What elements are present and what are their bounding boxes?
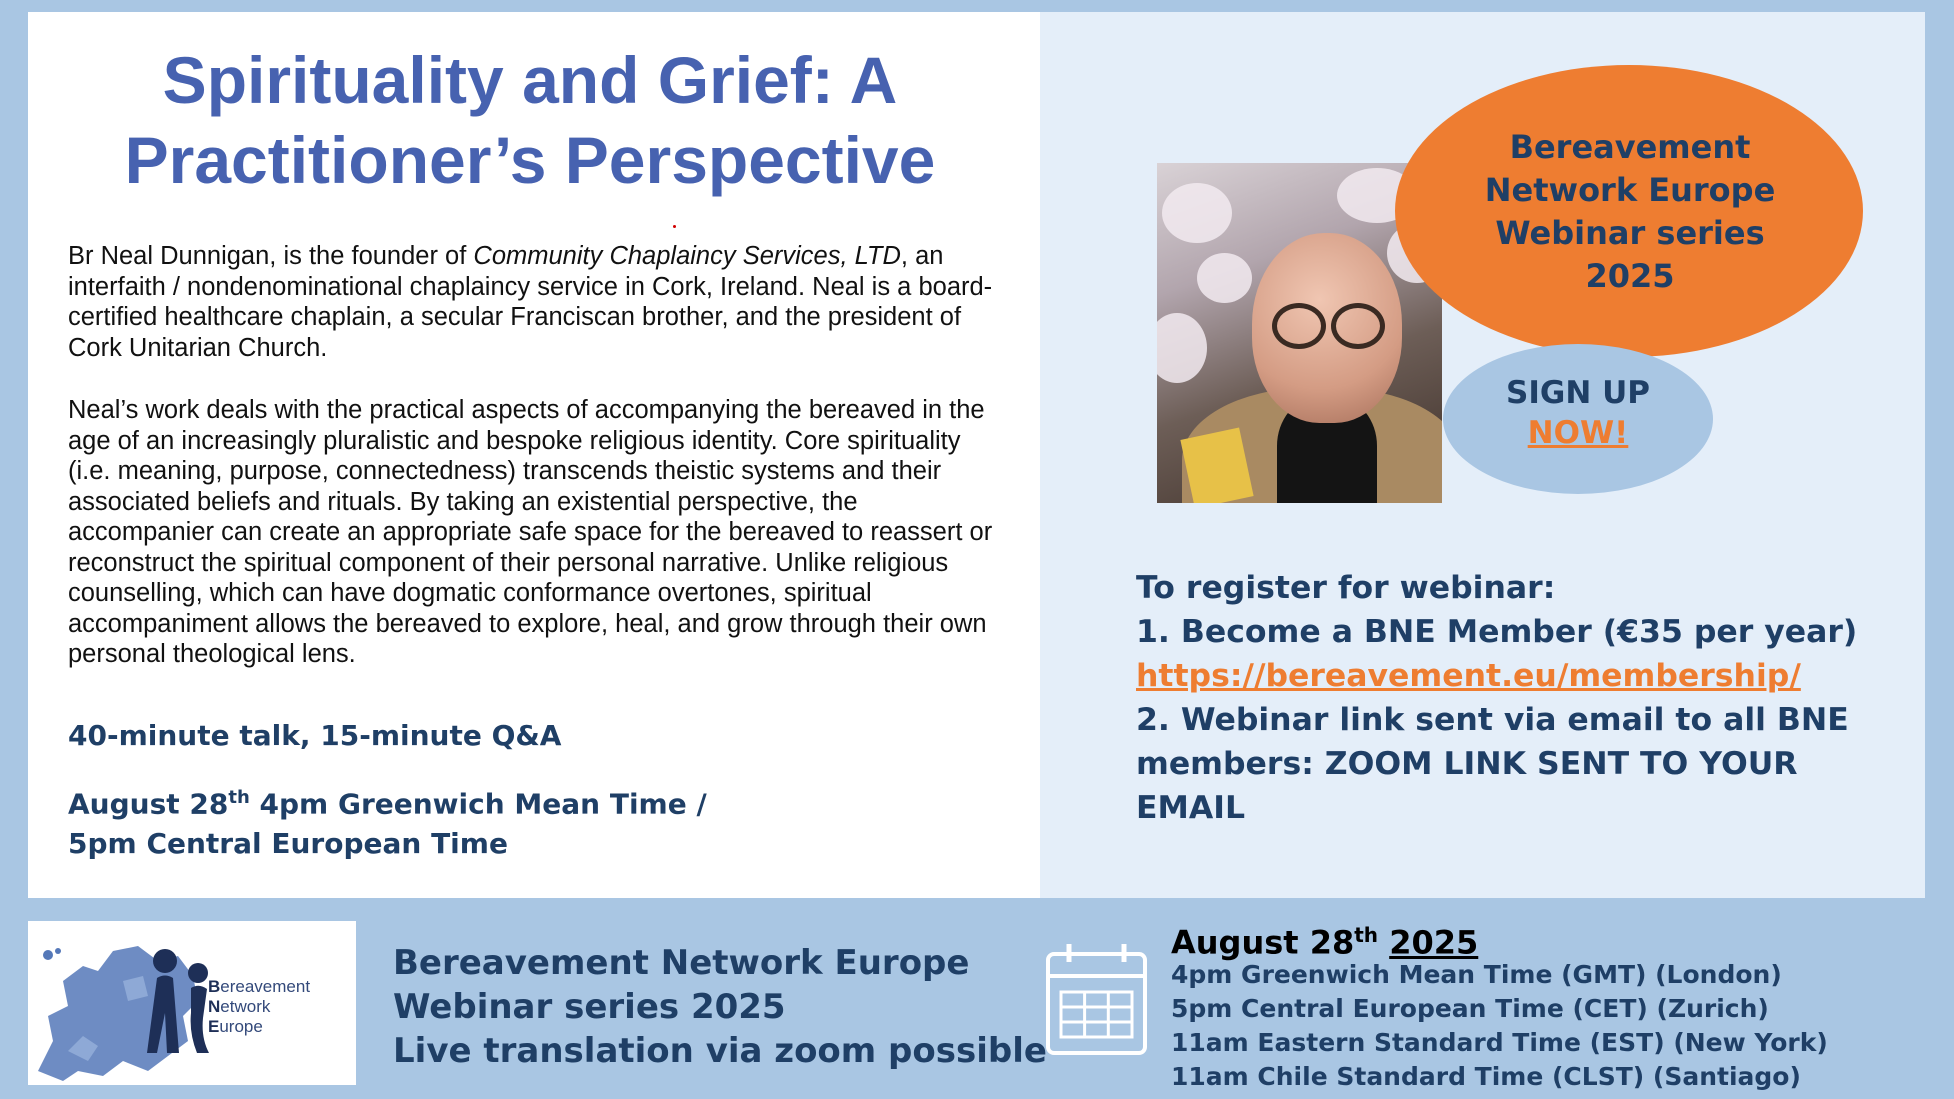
talk-date: [68, 778, 707, 864]
decorative-dot: [673, 225, 676, 228]
schedule-times: [1171, 958, 1828, 1094]
schedule-time-cet: 5pm Central European Time (CET) (Zurich): [1171, 994, 1769, 1023]
talk-date-time-1: 4pm Greenwich Mean Time /: [249, 787, 707, 821]
series-badge-text: [1445, 126, 1815, 298]
page-title: [30, 40, 1030, 200]
talk-date-month: August 28: [68, 787, 229, 821]
bne-logo: [28, 921, 356, 1085]
schedule-date: [1171, 913, 1478, 965]
bio-paragraph-1: [68, 241, 998, 363]
register-heading: To register for webinar:: [1136, 570, 1556, 606]
schedule-suffix: th: [1354, 923, 1379, 947]
signup-label[interactable]: SIGN UP: [1506, 375, 1650, 411]
calendar-icon: [1045, 942, 1148, 1056]
register-step-1: 1. Become a BNE Member (€35 per year): [1136, 614, 1858, 650]
logo-text: [208, 977, 310, 1037]
series-badge-line-1: Bereavement: [1509, 128, 1751, 166]
bio-intro: Br Neal Dunnigan, is the founder of: [68, 242, 474, 270]
series-badge-line-2: Network Europe: [1484, 171, 1776, 209]
registration-info: [1136, 566, 1926, 830]
signup-text[interactable]: [1443, 373, 1713, 453]
org-name: Community Chaplaincy Services, LTD: [473, 242, 901, 270]
bio-rest: , an interfaith / nondenominational chaplaincy service in Cork, Ireland. Neal is a board-certified healthcare chaplain, a secular Franciscan brother, and the president of Cork Unitarian Church.: [68, 242, 993, 362]
logo-e: E: [208, 1017, 220, 1036]
talk-format: 40-minute talk, 15-minute Q&A: [68, 719, 562, 752]
title-line-2: Practitioner’s Perspective: [124, 123, 936, 197]
schedule-time-est: 11am Eastern Standard Time (EST) (New York): [1171, 1028, 1828, 1057]
series-badge-line-4: 2025: [1585, 257, 1675, 295]
register-step-2-line-2: members: ZOOM LINK SENT TO YOUR: [1136, 746, 1798, 782]
footer-line-1: Bereavement Network Europe: [393, 943, 970, 983]
footer-line-2: Webinar series 2025: [393, 987, 786, 1027]
footer-line-3: Live translation via zoom possible: [393, 1031, 1047, 1071]
series-badge-line-3: Webinar series: [1495, 214, 1765, 252]
schedule-year: 2025: [1389, 923, 1479, 962]
register-step-2-line-1: 2. Webinar link sent via email to all BNE: [1136, 702, 1849, 738]
schedule-time-gmt: 4pm Greenwich Mean Time (GMT) (London): [1171, 960, 1782, 989]
register-step-2-line-3: EMAIL: [1136, 790, 1246, 826]
logo-n: N: [208, 997, 221, 1016]
logo-b: B: [208, 977, 221, 996]
membership-link[interactable]: https://bereavement.eu/membership/: [1136, 658, 1801, 694]
talk-date-time-2: 5pm Central European Time: [68, 827, 508, 861]
logo-n-rest: etwork: [220, 997, 271, 1016]
footer-series-info: [393, 941, 1047, 1073]
schedule-month-day: August 28: [1171, 923, 1355, 962]
talk-date-suffix: th: [228, 787, 250, 808]
logo-e-rest: urope: [219, 1017, 263, 1036]
bio-paragraph-2: Neal’s work deals with the practical aspects of accompanying the bereaved in the age of an increasingly pluralistic and bespoke religious identity. Core spirituality (i.e. meaning, purpose, connectedness) transcends theistic systems and their associated beliefs and rituals. By taking an existential perspective, the accompanier can create an appropriate safe space for the bereaved to reassert or reconstruct the spiritual component of their personal narrative. Unlike religious counselling, which can have dogmatic conformance overtones, spiritual accompaniment allows the bereaved to explore, heal, and grow through their own personal theological lens.: [68, 396, 993, 668]
schedule-time-clst: 11am Chile Standard Time (CLST) (Santiago): [1171, 1062, 1801, 1091]
signup-now-link[interactable]: NOW!: [1527, 415, 1629, 451]
logo-b-rest: ereavement: [220, 977, 311, 996]
title-line-1: Spirituality and Grief: A: [162, 43, 898, 117]
